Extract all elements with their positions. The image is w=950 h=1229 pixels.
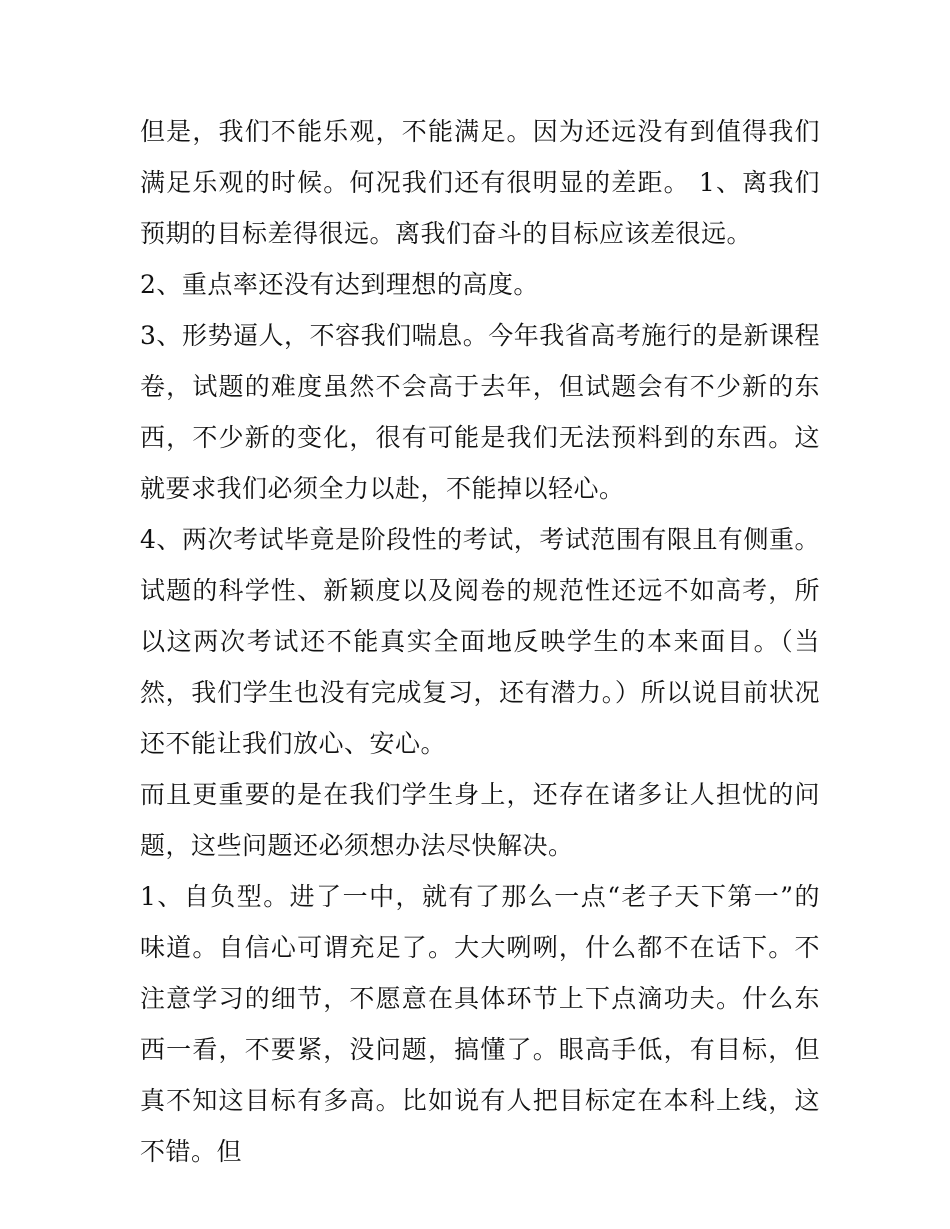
document-body: [140, 106, 820, 1177]
paragraph-2: 2、重点率还没有达到理想的高度。: [140, 270, 539, 299]
paragraph-3: 3、形势逼人，不容我们喘息。今年我省高考施行的是新课程卷，试题的难度虽然不会高于去年，但试题会有不少新的东西，不少新的变化，很有可能是我们无法预料到的东西。这就要求我们必须全力以赴，不能掉以轻心。: [140, 321, 820, 503]
paragraph-4: 4、两次考试毕竟是阶段性的考试，考试范围有限且有侧重。试题的科学性、新颖度以及阅卷的规范性还远不如高考，所以这两次考试还不能真实全面地反映学生的本来面目。（当然，我们学生也没有完成复习，还有潜力。）所以说目前状况还不能让我们放心、安心。: [140, 525, 820, 758]
paragraph-1: 但是，我们不能乐观，不能满足。因为还远没有到值得我们满足乐观的时候。何况我们还有很明显的差距。 1、离我们预期的目标差得很远。离我们奋斗的目标应该差很远。: [140, 117, 820, 248]
paragraph-6: 1、自负型。进了一中，就有了那么一点“老子天下第一”的味道。自信心可谓充足了。大大咧咧，什么都不在话下。不注意学习的细节，不愿意在具体环节上下点滴功夫。什么东西一看，不要紧，没问题，搞懂了。眼高手低，有目标，但真不知这目标有多高。比如说有人把目标定在本科上线，这不错。但: [140, 882, 820, 1166]
paragraph-5: 而且更重要的是在我们学生身上，还存在诸多让人担忧的问题，这些问题还必须想办法尽快解决。: [140, 780, 820, 860]
